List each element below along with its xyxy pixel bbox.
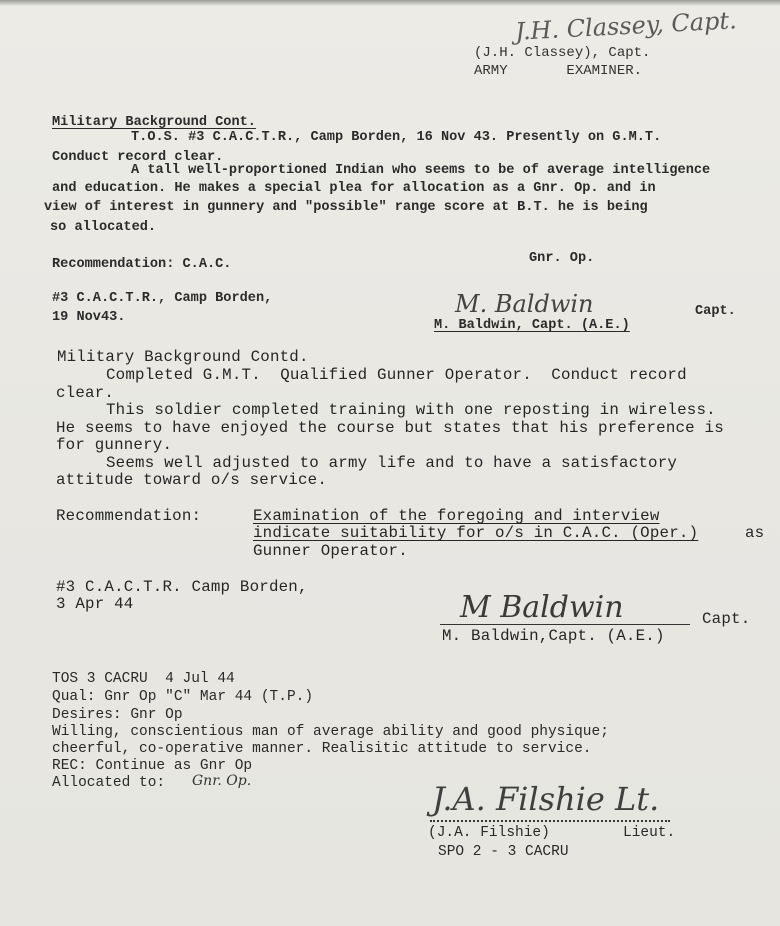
section1-sig-rank: Capt. bbox=[695, 304, 736, 319]
section2-rec-line1: Examination of the foregoing and interview bbox=[253, 507, 660, 525]
section3-rec: REC: Continue as Gnr Op bbox=[52, 758, 253, 774]
section3-tos: TOS 3 CACRU 4 Jul 44 bbox=[52, 671, 235, 687]
section3-sig-rank: Lieut. bbox=[623, 825, 676, 841]
section2-line7: attitude toward o/s service. bbox=[56, 471, 328, 489]
section2-line2: clear. bbox=[56, 384, 115, 402]
section1-para-2: and education. He makes a special plea for allocation as a Gnr. Op. and in bbox=[52, 181, 656, 196]
section3-line1: Willing, conscientious man of average ability and good physique; bbox=[52, 724, 609, 740]
section1-heading: Military Background Cont. bbox=[52, 115, 256, 130]
section3-spo: SPO 2 - 3 CACRU bbox=[438, 844, 569, 860]
section2-line4: He seems to have enjoyed the course but states that his preference is bbox=[56, 419, 724, 437]
section1-line1: T.O.S. #3 C.A.C.T.R., Camp Borden, 16 Nov 43. Presently on G.M.T. bbox=[131, 130, 662, 145]
section2-line3: This soldier completed training with one reposting in wireless. bbox=[106, 401, 716, 419]
section3-alloc: Allocated to: bbox=[52, 775, 166, 791]
section2-place: #3 C.A.C.T.R. Camp Borden, bbox=[56, 578, 308, 596]
section2-sig-line bbox=[440, 624, 690, 625]
section2-line5: for gunnery. bbox=[56, 436, 173, 454]
section2-sig-rank: Capt. bbox=[702, 610, 751, 628]
section2-line6: Seems well adjusted to army life and to have a satisfactory bbox=[106, 454, 678, 472]
section1-sig-name: M. Baldwin, Capt. (A.E.) bbox=[434, 318, 630, 333]
section3-line2: cheerful, co-operative manner. Realisitic attitude to service. bbox=[52, 741, 592, 757]
section3-alloc-hand: Gnr. Op. bbox=[192, 773, 252, 789]
section2-heading: Military Background Contd. bbox=[57, 348, 309, 366]
page-edge bbox=[0, 0, 780, 6]
section1-date: 19 Nov43. bbox=[52, 310, 126, 325]
section1-rec-right: Gnr. Op. bbox=[529, 251, 595, 266]
section2-rec-label: Recommendation: bbox=[56, 507, 202, 525]
signature-filshie: J.A. Filshie Lt. bbox=[432, 780, 660, 818]
section2-rec-line2: indicate suitability for o/s in C.A.C. (Oper.) bbox=[253, 524, 699, 542]
signature-baldwin-1: M. Baldwin bbox=[455, 290, 594, 318]
section3-sig-name: (J.A. Filshie) bbox=[428, 825, 550, 841]
signature-baldwin-2: M Baldwin bbox=[460, 590, 624, 625]
section2-line1: Completed G.M.T. Qualified Gunner Operator. Conduct record bbox=[106, 366, 687, 384]
section2-rec-as: as bbox=[745, 524, 765, 542]
section3-sig-dotted-line bbox=[430, 820, 670, 822]
section1-para-1: A tall well-proportioned Indian who seems to be of average intelligence bbox=[131, 163, 711, 178]
section2-date: 3 Apr 44 bbox=[56, 595, 134, 613]
section2-rec-line3: Gunner Operator. bbox=[253, 542, 408, 560]
section1-para-3: view of interest in gunnery and "possible" range score at B.T. he is being bbox=[44, 200, 648, 215]
section1-place: #3 C.A.C.T.R., Camp Borden, bbox=[52, 291, 273, 306]
section1-line2: Conduct record clear. bbox=[52, 150, 224, 165]
examiner-title: ARMY EXAMINER. bbox=[474, 63, 643, 79]
section3-qual: Qual: Gnr Op "C" Mar 44 (T.P.) bbox=[52, 689, 314, 705]
section1-recommendation: Recommendation: C.A.C. bbox=[52, 257, 232, 272]
signature-classey: J.H. Classey, Capt. bbox=[514, 6, 738, 46]
section2-sig-name: M. Baldwin,Capt. (A.E.) bbox=[442, 627, 665, 645]
section3-desires: Desires: Gnr Op bbox=[52, 707, 183, 723]
examiner-name: (J.H. Classey), Capt. bbox=[474, 45, 651, 61]
section1-para-4: so allocated. bbox=[50, 220, 157, 235]
